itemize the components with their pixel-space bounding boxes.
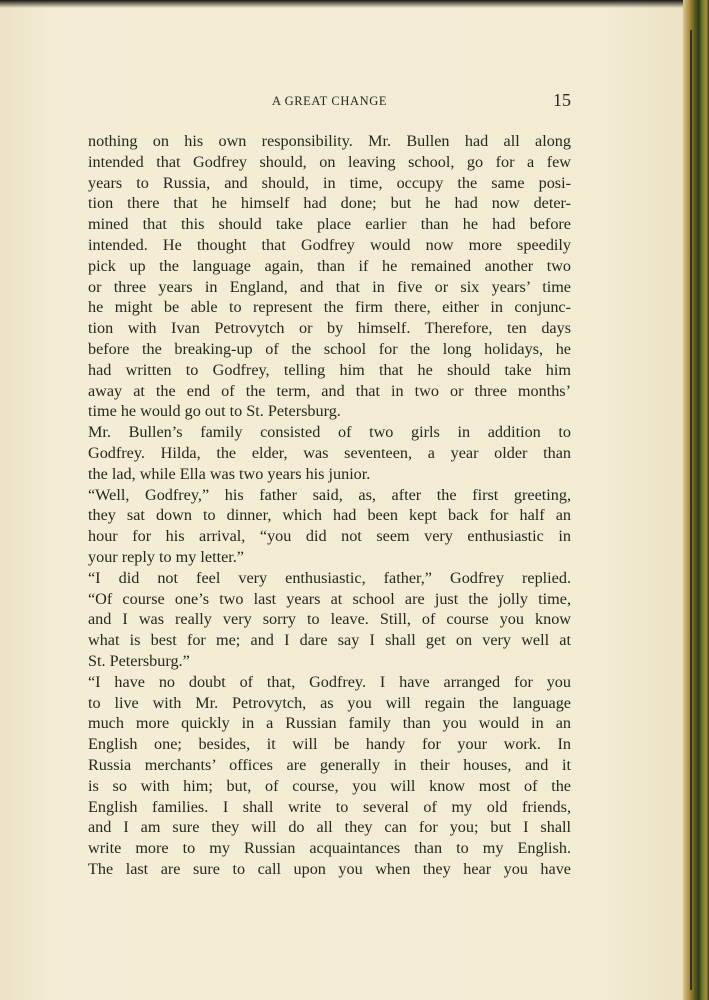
text-line: mined that this should take place earlier than he had before [88,215,571,234]
text-line: much more quickly in a Russian family than you would in an [88,714,571,733]
text-line: and I was really very sorry to leave. Still, of course you know [88,610,571,629]
text-line: had written to Godfrey, telling him that he should take him [88,360,571,379]
text-line: “Of course one’s two last years at school are just the jolly time, [88,589,571,608]
text-line: tion with Ivan Petrovytch or by himself. Therefore, ten days [88,319,571,338]
text-line: time he would go out to St. Petersburg. [88,402,341,421]
text-line: he might be able to represent the firm there, either in conjunc- [88,298,571,317]
text-line: pick up the language again, than if he remained another two [88,256,571,275]
text-line: the lad, while Ella was two years his junior. [88,464,371,483]
text-line: intended that Godfrey should, on leaving school, go for a few [88,152,571,171]
text-line: Mr. Bullen’s family consisted of two girls in addition to [88,423,571,442]
text-line: English families. I shall write to several of my old friends, [88,797,571,816]
text-line: away at the end of the term, and that in two or three months’ [88,381,571,400]
text-line: nothing on his own responsibility. Mr. Bullen had all along [88,132,571,150]
book-spine [683,0,709,1000]
text-line: “I have no doubt of that, Godfrey. I have arranged for you [88,672,571,691]
text-line: tion there that he himself had done; but he had now deter- [88,194,571,213]
text-line: write more to my Russian acquaintances than to my English. [88,839,571,858]
page-header [88,90,571,114]
text-line: is so with him; but, of course, you will know most of the [88,776,571,795]
running-head: A GREAT CHANGE [271,94,388,108]
text-line: before the breaking-up of the school for the long holidays, he [88,339,571,358]
text-line: English one; besides, it will be handy for your work. In [88,735,571,754]
text-line: Godfrey. Hilda, the elder, was seventeen, a year older than [88,443,571,462]
body-text [88,131,571,880]
text-line: The last are sure to call upon you when they hear you have [88,859,571,878]
text-line: Russia merchants’ offices are generally in their houses, and it [88,755,571,774]
page-top-shadow [0,0,709,8]
page-number: 15 [553,90,571,110]
text-line: “Well, Godfrey,” his father said, as, after the first greeting, [88,485,571,504]
text-line: hour for his arrival, “you did not seem very enthusiastic in [88,527,571,546]
text-line: or three years in England, and that in five or six years’ time [88,277,571,296]
text-line: what is best for me; and I dare say I shall get on very well at [88,631,571,650]
text-line: and I am sure they will do all they can for you; but I shall [88,818,571,837]
text-line: “I did not feel very enthusiastic, father,” Godfrey replied. [88,568,571,587]
text-line: intended. He thought that Godfrey would now more speedily [88,235,571,254]
text-line: St. Petersburg.” [88,651,190,670]
spine-edge-line [690,30,692,990]
text-line: they sat down to dinner, which had been kept back for half an [88,506,571,525]
text-line: years to Russia, and should, in time, occupy the same posi- [88,173,571,192]
text-line: to live with Mr. Petrovytch, as you will regain the language [88,693,571,712]
text-line: your reply to my letter.” [88,547,244,566]
